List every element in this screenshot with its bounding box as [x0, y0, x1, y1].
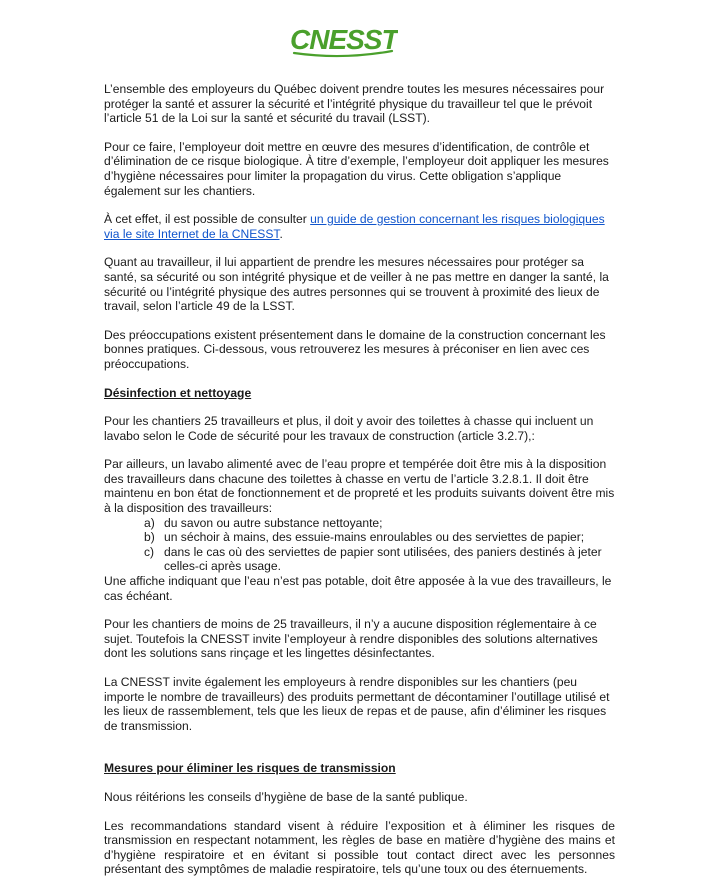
paragraph-guide-link: À cet effet, il est possible de consulter un guide de gestion concernant les risques biologiques via le site Internet de la CNESST.: [104, 212, 605, 241]
paragraph-standard-recommendations: Les recommandations standard visent à réduire l’exposition et à éliminer les risques de transmission en respectant notamment, les règles de base en matière d’hygiène des mains et d’hygiène respiratoire et en évitant si possible tout contact direct avec les personnes présentant des symptômes de maladie respiratoire, tels qu’une toux ou des éternuements.: [104, 818, 615, 877]
paragraph-small-sites: Pour les chantiers de moins de 25 travailleurs, il n’y a aucune disposition réglementaire à ce sujet. Toutefois la CNESST invite l’employeur à rendre disponibles des solutions alternatives dont les solutions sans rinçage et les lingettes désinfectantes.: [104, 617, 598, 661]
list-item: c) dans le cas où des serviettes de papier sont utilisées, des paniers destinés à jeter celles-ci après usage.: [144, 544, 602, 574]
section-heading-transmission: Mesures pour éliminer les risques de transmission: [104, 761, 396, 776]
paragraph-washbasin: Par ailleurs, un lavabo alimenté avec de l’eau propre et tempérée doit être mis à la disposition des travailleurs dans chacune des toilettes à chasse en vertu de l’article 3.2.8.1. Il doit être maintenu en bon état de fonctionnement et de propreté et les produits suivants doivent être mis à la disposition des travailleurs:: [104, 457, 615, 516]
cnesst-logo: [288, 20, 398, 60]
document-body: [104, 82, 615, 877]
list-item: b) un séchoir à mains, des essuie-mains enroulables ou des serviettes de papier;: [144, 530, 585, 545]
paragraph-concerns: Des préoccupations existent présentement dans le domaine de la construction concernant les bonnes pratiques. Ci-dessous, vous retrouverez les mesures à préconiser en lien avec ces préoccupations.: [104, 327, 606, 371]
paragraph-large-sites: Pour les chantiers 25 travailleurs et plus, il doit y avoir des toilettes à chasse qui incluent un lavabo selon le Code de sécurité pour les travaux de construction (article 3.2.7),:: [104, 414, 594, 443]
paragraph-employer-measures: Pour ce faire, l’employeur doit mettre en œuvre des mesures d’identification, de contrôle et d’élimination de ce risque biologique. À titre d’exemple, l’employeur doit appliquer les mesures d’hygiène nécessaires pour limiter la propagation du virus. Cette obligation s’applique également sur les chantiers.: [104, 139, 609, 198]
paragraph-public-health: Nous réitérions les conseils d’hygiène de base de la santé publique.: [104, 789, 468, 804]
section-heading-disinfection: Désinfection et nettoyage: [104, 385, 252, 400]
paragraph-decontamination: La CNESST invite également les employeurs à rendre disponibles sur les chantiers (peu importe le nombre de travailleurs) des produits permettant de décontaminer l’outillage utilisé et les lieux de rassemblement, tels que les lieux de repas et de pause, afin d’éliminer les risques de transmission.: [104, 675, 610, 733]
paragraph-worker-duties: Quant au travailleur, il lui appartient de prendre les mesures nécessaires pour protéger sa santé, sa sécurité ou son intégrité physique et de veiller à ne pas mettre en danger la santé, la sécurité ou l’intégrité physique des autres personnes qui se trouvent à proximité des lieux de travail, selon l’article 49 de la LSST.: [104, 255, 609, 314]
cnesst-guide-link[interactable]: un guide de gestion concernant les risques biologiques via le site Internet de la CNESST: [104, 212, 605, 241]
paragraph-non-potable-sign: Une affiche indiquant que l’eau n’est pas potable, doit être apposée à la vue des travailleurs, le cas échéant.: [104, 574, 612, 603]
required-products-list: [104, 516, 615, 574]
list-item: a) du savon ou autre substance nettoyante;: [144, 515, 383, 530]
logo-wordmark: CNESST: [290, 24, 398, 55]
paragraph-intro: L’ensemble des employeurs du Québec doivent prendre toutes les mesures nécessaires pour protéger la santé et assurer la sécurité et l’intégrité physique du travailleur tel que le prévoit l’article 51 de la Loi sur la santé et sécurité du travail (LSST).: [104, 82, 605, 126]
